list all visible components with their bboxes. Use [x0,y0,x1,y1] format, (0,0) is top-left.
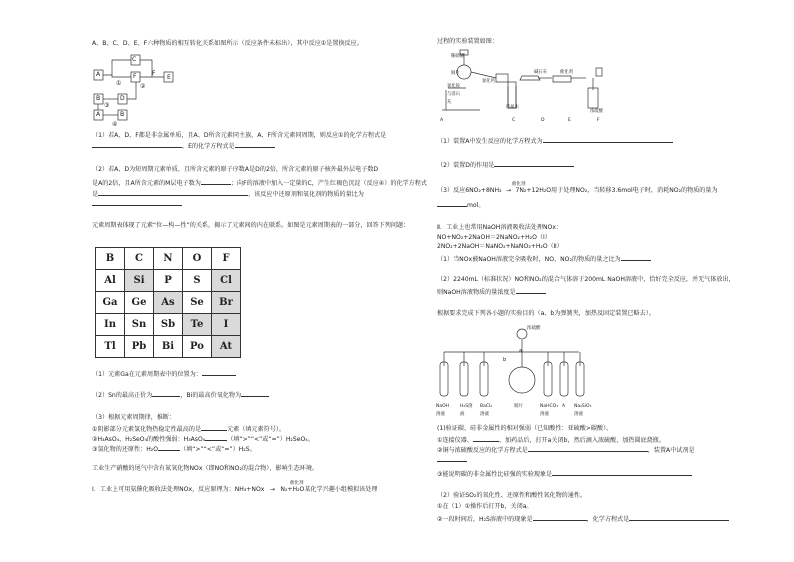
t-tap: 稀硝酸 [451,54,464,59]
element-cell: Si [125,270,154,292]
r4-1b [437,445,695,455]
q1-p2-line3 [92,199,182,209]
r-ii2b-text: 则NaOH溶液物质的量浓度是 [437,289,516,296]
element-cell: Po [183,336,212,358]
r-q1-blank[interactable] [543,136,673,143]
tube-6: Na₂SiO₃溶液 [574,404,592,417]
diagram-a1: A [96,71,101,78]
t-nw: 浓硫酸 [590,109,603,114]
element-cell: At [212,336,241,358]
element-cell: I [212,314,241,336]
r-q4: 根据要求完成下列各小题的实验目的（a、b为弹簧夹，加热及固定装置已略去）。 [437,310,655,317]
r4-1c [437,469,692,479]
q2-p1 [92,369,236,379]
element-cell: P [154,270,183,292]
diagram-r1: ① [116,80,122,87]
element-cell: Cl [212,270,241,292]
tube-2: H₂S溶液 [460,404,473,417]
right-arrow-icon: → [269,486,275,493]
r1-text: 过程的实验装置如图： [437,38,498,45]
q1-p1-line [92,141,275,151]
element-cell: Te [183,314,212,336]
q1-intro: A、B、C、D、E、F六种物质的相互转化关系如图所示（反应条件未标出），其中反应①是置换反应。 [92,40,363,47]
r-q3-cat: 催化剂 [512,182,526,187]
q1-p2-blank3[interactable] [92,199,182,206]
tube-1: NaOH溶液 [436,404,450,417]
r4-1a2-text: 、加药品后，打开a关闭b，然后滴入浓硫酸，加热圆底烧瓶。 [498,437,665,444]
diagram-r3: ③ [104,102,110,109]
r4-2a: ①在（1）①操作后打开b，关闭a。 [437,503,533,510]
q2-p1-blank[interactable] [202,369,236,376]
element-cell: Ga [96,292,125,314]
q2-p3a [92,424,285,434]
element-cell: Br [212,292,241,314]
r4-2b-blank2[interactable] [629,514,729,521]
r-eq1: NO+NO₂+2NaOH＝2NaNO₂+H₂O（Ⅰ） [437,234,551,241]
diagram-b2: B [120,111,125,118]
q2-p3: （3）根据元素周期律，推断： [92,414,176,421]
label-f: F [597,118,600,123]
element-cell: F [212,248,241,270]
element-cell: Tl [96,336,125,358]
q1-p1-blank1[interactable] [92,141,182,148]
r4-1a-blank[interactable] [473,435,499,442]
q2-p2-blank1[interactable] [152,390,180,397]
tube-4: NaHCO₃溶液 [540,404,558,417]
q1-p1-blank2[interactable] [235,141,275,148]
t-jz: 碱石灰 [534,70,547,75]
q1-p2e: ，该反应中还原剂和氧化剂的物质的量比为 [248,191,364,198]
element-cell: Se [183,292,212,314]
r-ii1-text: （1）当NOx被NaOH溶液完全吸收时，NO、NO₂的物质的量之比为 [437,256,621,263]
t-cu: 铜片 [451,71,460,76]
element-cell: B [96,248,125,270]
q2-p3a-blank[interactable] [201,424,227,431]
r4-1b-blank1[interactable] [528,445,648,452]
r-q1-text: （1）装置A中发生反应的化学方程式为 [437,138,543,145]
label-e: E [568,118,571,123]
r-ii: Ⅱ．工业上也常用NaOH溶液吸收法处理NOx： [437,224,563,231]
diagram-a2: A [96,111,101,118]
q2-p3b2-text: （填“>”“<”或“=”）H₂SeO₄。 [227,436,314,443]
q1-p2-blank2[interactable] [98,189,248,196]
q1-p2-line [92,178,427,188]
q1-p2a: （2）若A、D为短周期元素单质，且所含元素的原子序数A是D的2倍，所含元素的原子核外最外层电子数D [92,166,379,173]
r4-2b-text: ②一段时间后，H₂S溶液中的现象是 [437,516,533,523]
r-ii2a: （2）2240mL（标准状况）NO和NO₂的混合气体溶于200mL NaOH溶液中，恰好完全反应，并无气体放出， [437,276,735,283]
tube-3: BaCl₂溶液 [480,404,493,417]
label-d: D [541,118,545,123]
q1-p2b: 是A的2倍，且A所含元素的M层电子数为 [92,180,201,187]
q2-p3c-blank[interactable] [158,444,180,451]
diagram-r2: ② [140,83,146,90]
q2-p1-text: （1）元素Ga在元素周期表中的位置为： [92,371,202,378]
q1-p2-line2 [92,189,364,199]
r-q3c-text: mol。 [467,202,485,209]
r-q2-blank[interactable] [494,160,574,167]
t-cacl: 氯化钙 [482,79,495,84]
t-nh4: 氯化铵与消石灰 [447,84,460,105]
element-cell: In [96,314,125,336]
q3-p1 [92,486,377,494]
q3-p1b-text: N₂+H₂O某化学兴趣小组模拟该处理 [280,486,378,493]
right-arrow-icon: → [505,187,512,194]
q2-p3c-text: ③氢化物的还原性：H₂O [92,446,159,453]
r-ii2b [437,287,546,297]
r4-1: (1)验证碳、硅非金属性的相对强弱（已知酸性：亚硫酸>碳酸）。 [437,425,613,432]
periodic-table [95,247,241,358]
q3-arrow-label: 催化剂 [290,481,304,486]
diagram-b1: B [96,95,101,102]
r-q3a-text: （3）反应6NO₂+8NH₃ [437,187,502,194]
element-cell: Sn [125,314,154,336]
r-ii1 [437,254,651,264]
r-q3-end [437,200,484,210]
r4-1a-text: ①连接仪器、 [437,437,473,444]
q1-p2c: ；向F的溶液中加入一定量的C，产生红褐色沉淀（反应④）的化学方程式 [230,180,427,187]
q1-p2-blank1[interactable] [201,178,231,185]
r-q2-text: （2）装置D的作用是 [437,162,495,169]
r-q1 [437,136,673,146]
r-ii1-blank[interactable] [621,254,651,261]
r4-1a [437,435,665,445]
q2-p2 [92,390,269,400]
diagram-f-top: F [133,73,137,80]
element-cell: O [183,248,212,270]
q2-p3b [92,434,314,444]
label-c: C [512,118,516,123]
q2-p3a-text: ①阴影部分元素氢化物热稳定性最高的是 [92,426,202,433]
element-cell: Ge [125,292,154,314]
diagram-e: E [167,74,171,81]
element-cell: N [154,248,183,270]
diagram-f-mid: F [152,70,156,77]
q1-p2d: 是 [92,191,99,198]
r4-1c-text: ③能说明碳的非金属性比硅强的实验现象是 [437,471,553,478]
q2-p3c2-text: （填“>”“<”或“=”）H₂S。 [180,446,256,453]
label-a: A [440,118,444,123]
flask: 铜片 [514,404,523,409]
label-b2: b [503,357,507,363]
r-q3b-text: 7N₂+12H₂O用于处理NO₂，当转移3.6mol电子时，消耗NO₂的物质的量为 [515,187,718,194]
diagram-c: C [132,56,137,63]
diagram-d: D [120,95,125,102]
q2-p2b-text: ，Bi的最高价氧化物为 [180,392,242,399]
t-cat: 催化剂 [560,70,573,75]
r4-2b [437,514,729,524]
r-q3 [437,187,718,195]
q1-p1b: ，E的化学方程式是 [182,143,235,150]
r4-2: （2）验证SO₂的氧化性、还原性和酸性氧化物的通性。 [437,492,587,499]
label-a2: a [519,348,523,354]
element-cell: Sb [154,314,183,336]
q2-p3a2-text: 元素（填元素符号）。 [227,426,285,433]
r-eq2: 2NO₂+2NaOH＝NaNO₂+NaNO₃+H₂O（Ⅱ） [437,243,563,250]
r-ii2-blank[interactable] [516,287,546,294]
q2-intro-1: 元素周期表体现了元素“位—构—性”的关系，揭示了元素间的内在联系。如图是元素周期表的一部分，回答下列问题： [92,222,410,229]
q1-p1a: （1）若A、D、F都是非金属单质，且A、D所含元素同主族，A、F所含元素同周期，则反应①的化学方程式是 [92,132,387,139]
q2-p3c [92,444,256,454]
element-cell: As [154,292,183,314]
q2-p2-blank2[interactable] [241,390,269,397]
reaction-diagram [88,50,188,130]
tube-5: A [562,404,566,409]
q2-p3b-blank[interactable] [205,434,227,441]
r4-1b-text: ②铜与浓硫酸反应的化学方程式是 [437,447,528,454]
r4-1b-blank2[interactable] [437,455,467,462]
diagram-r4: ④ [112,121,118,128]
q2-p3b-text: ②H₃AsO₄、H₂SeO₄的酸性强弱：H₃AsO₄ [92,436,206,443]
r-q2 [437,160,574,170]
t-acid: 浓硫酸 [527,326,541,331]
r4-1c-blank[interactable] [552,469,692,476]
r4-1b2-text: ，装置A中试剂是 [647,447,695,454]
element-cell: C [125,248,154,270]
r4-1b-line2 [437,455,467,465]
q3-intro: 工业生产硝酸的尾气中含有氮氧化物NOx（即NO和NO₂的混合物），影响生态环境。 [92,465,319,472]
element-cell: S [183,270,212,292]
r-q3-blank[interactable] [437,200,467,207]
q3-p1-text: Ⅰ．工业上可用氨催化吸收法处理NOx，反应原理为：NH₃+NOx [92,486,265,493]
element-cell: Al [96,270,125,292]
apparatus-2 [434,322,604,406]
r4-2b-blank1[interactable] [533,514,587,521]
r4-2b2-text: ，化学方程式是 [586,516,630,523]
element-cell: Bi [154,336,183,358]
element-cell: Pb [125,336,154,358]
t-ws: 浓氨水 [506,105,519,110]
q2-p2-text: （2）Sn的最高正价为 [92,392,153,399]
